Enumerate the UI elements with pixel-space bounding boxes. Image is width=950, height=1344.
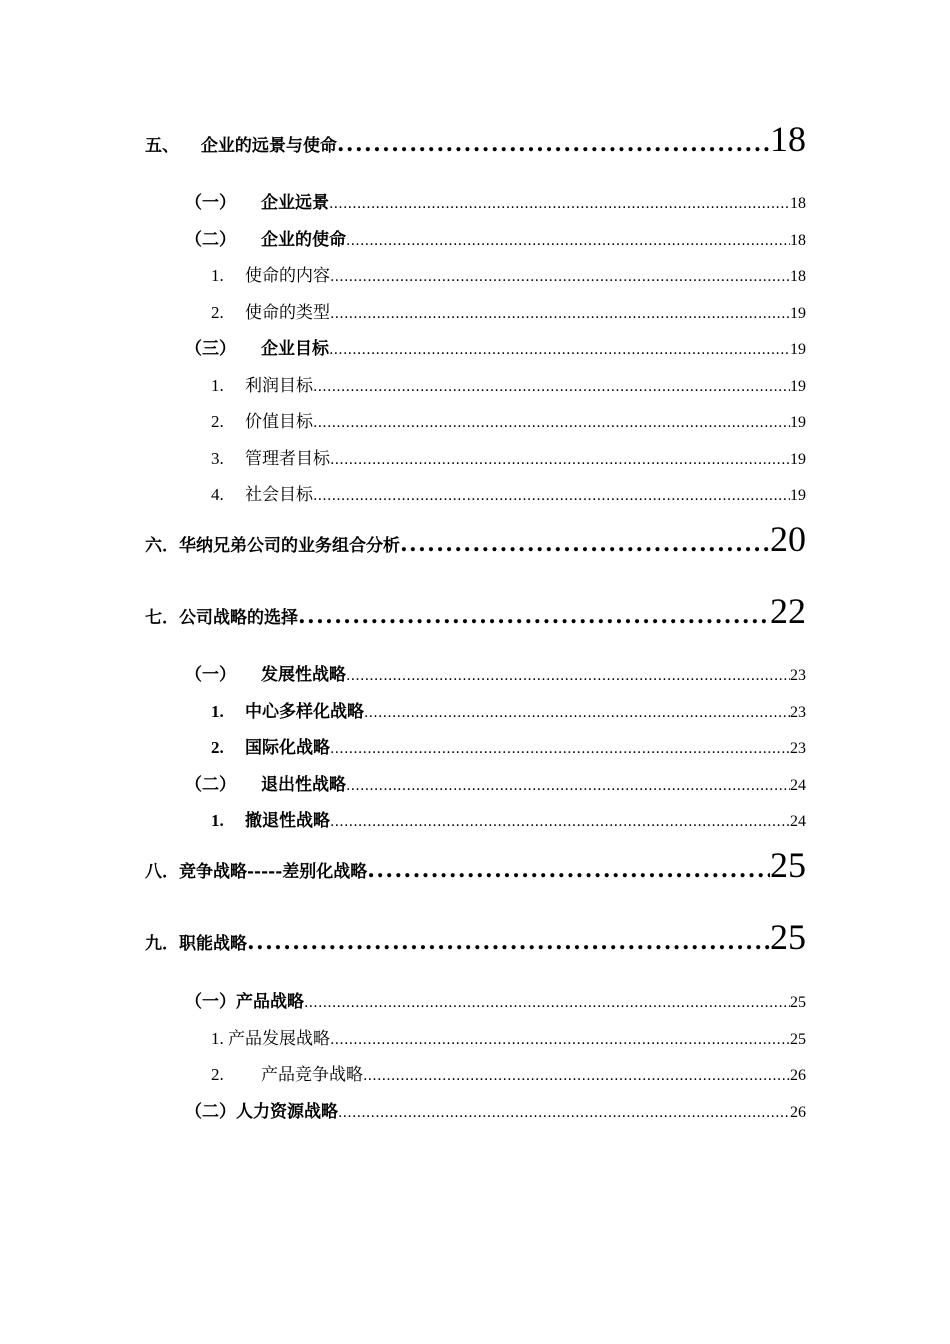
toc-entry[interactable] xyxy=(145,118,806,168)
toc-leader-dots xyxy=(346,233,790,249)
toc-entry-title: 人力资源战略 xyxy=(236,1102,338,1122)
toc-entry-title: 撤退性战略 xyxy=(245,811,330,831)
toc-entry-page: 20 xyxy=(770,519,806,559)
toc-entry[interactable] xyxy=(211,1060,806,1086)
toc-entry-page: 19 xyxy=(790,305,806,322)
toc-entry-number: （二） xyxy=(185,230,236,250)
toc-entry-page: 25 xyxy=(770,845,806,885)
toc-leader-dots xyxy=(364,705,790,721)
toc-entry[interactable] xyxy=(211,444,806,470)
toc-entry-title: 社会目标 xyxy=(245,485,313,505)
toc-leader-dots xyxy=(346,778,790,794)
toc-entry[interactable] xyxy=(145,590,806,640)
toc-leader-dots xyxy=(329,196,790,212)
toc-entry-title: 退出性战略 xyxy=(261,775,346,795)
toc-entry-number: 七． xyxy=(145,608,179,628)
toc-entry-number: 1. xyxy=(211,1029,228,1048)
toc-entry-page: 25 xyxy=(790,1031,806,1048)
toc-entry-number: 九． xyxy=(145,934,179,954)
toc-leader-dots xyxy=(400,531,770,557)
toc-leader-dots xyxy=(329,342,790,358)
toc-entry-title: 发展性战略 xyxy=(261,665,346,685)
toc-leader-dots xyxy=(330,269,790,285)
toc-entry-page: 23 xyxy=(790,704,806,721)
toc-leader-dots xyxy=(330,452,790,468)
toc-entry-page: 19 xyxy=(790,487,806,504)
toc-entry[interactable] xyxy=(185,1097,806,1123)
toc-entry-number: （一） xyxy=(185,992,236,1012)
toc-entry-number: 五、 xyxy=(145,136,191,156)
toc-entry[interactable] xyxy=(211,480,806,506)
toc-entry-title: 使命的内容 xyxy=(245,266,330,286)
toc-entry[interactable] xyxy=(211,261,806,287)
toc-leader-dots xyxy=(247,929,770,955)
toc-entry[interactable] xyxy=(185,334,806,360)
toc-entry[interactable] xyxy=(211,298,806,324)
toc-entry-number: 六． xyxy=(145,536,179,556)
toc-entry-number: 2. xyxy=(211,412,224,431)
toc-leader-dots xyxy=(304,995,790,1011)
toc-entry-title: 公司战略的选择 xyxy=(179,608,298,628)
toc-entry-title: 价值目标 xyxy=(245,412,313,432)
toc-entry[interactable] xyxy=(211,697,806,723)
toc-entry-title: 职能战略 xyxy=(179,934,247,954)
toc-entry[interactable] xyxy=(211,407,806,433)
toc-leader-dots xyxy=(337,131,770,157)
toc-entry-number: 4. xyxy=(211,485,224,504)
toc-entry-page: 24 xyxy=(790,777,806,794)
toc-leader-dots xyxy=(330,306,790,322)
toc-entry[interactable] xyxy=(145,916,806,966)
toc-entry-title: 企业远景 xyxy=(261,193,329,213)
toc-entry[interactable] xyxy=(185,660,806,686)
toc-entry-page: 24 xyxy=(790,813,806,830)
toc-entry-page: 23 xyxy=(790,740,806,757)
toc-entry[interactable] xyxy=(211,1024,806,1050)
toc-entry-page: 18 xyxy=(790,268,806,285)
toc-entry[interactable] xyxy=(185,987,806,1013)
toc-entry-page: 18 xyxy=(790,232,806,249)
toc-entry-title: 中心多样化战略 xyxy=(245,702,364,722)
toc-entry-title: 利润目标 xyxy=(245,376,313,396)
toc-entry-number: （二） xyxy=(185,1102,236,1122)
toc-entry-page: 18 xyxy=(790,195,806,212)
toc-entry-page: 19 xyxy=(790,378,806,395)
toc-entry-number: 1. xyxy=(211,811,224,830)
toc-leader-dots xyxy=(346,668,790,684)
toc-leader-dots xyxy=(363,1068,790,1084)
toc-leader-dots xyxy=(367,857,770,883)
toc-entry-title: 华纳兄弟公司的业务组合分析 xyxy=(179,536,400,556)
toc-entry[interactable] xyxy=(211,371,806,397)
toc-entry-page: 22 xyxy=(770,591,806,631)
toc-entry[interactable] xyxy=(185,188,806,214)
toc-entry-title: 竞争战略-----差别化战略 xyxy=(179,862,368,882)
toc-entry[interactable] xyxy=(211,733,806,759)
toc-entry-title: 国际化战略 xyxy=(245,738,330,758)
toc-leader-dots xyxy=(298,603,770,629)
toc-entry-number: 2. xyxy=(211,738,224,757)
toc-entry-number: （一） xyxy=(185,665,236,685)
toc-entry-number: 八． xyxy=(145,862,179,882)
toc-entry-page: 18 xyxy=(770,119,806,159)
toc-entry[interactable] xyxy=(145,518,806,568)
toc-entry-page: 26 xyxy=(790,1067,806,1084)
toc-entry-number: 3. xyxy=(211,449,224,468)
toc-entry-title: 产品发展战略 xyxy=(228,1029,330,1049)
toc-leader-dots xyxy=(313,379,790,395)
toc-entry-title: 管理者目标 xyxy=(245,449,330,469)
toc-entry-page: 19 xyxy=(790,414,806,431)
toc-entry-title: 产品竞争战略 xyxy=(261,1065,363,1085)
toc-entry-number: 1. xyxy=(211,702,224,721)
toc-entry-page: 26 xyxy=(790,1104,806,1121)
toc-entry[interactable] xyxy=(145,844,806,894)
toc-entry-page: 25 xyxy=(770,917,806,957)
toc-entry-page: 19 xyxy=(790,451,806,468)
toc-leader-dots xyxy=(330,741,790,757)
toc-entry-number: 2. xyxy=(211,1065,224,1084)
toc-entry[interactable] xyxy=(211,806,806,832)
toc-entry-title: 企业的远景与使命 xyxy=(200,136,337,156)
toc-leader-dots xyxy=(313,488,790,504)
toc-entry-page: 23 xyxy=(790,667,806,684)
toc-entry-page: 19 xyxy=(790,341,806,358)
toc-entry-page: 25 xyxy=(790,994,806,1011)
toc-entry[interactable] xyxy=(185,225,806,251)
toc-entry-title: 企业目标 xyxy=(261,339,329,359)
toc-leader-dots xyxy=(338,1105,790,1121)
toc-entry-title: 使命的类型 xyxy=(245,303,330,323)
toc-leader-dots xyxy=(313,415,790,431)
toc-entry-title: 产品战略 xyxy=(236,992,304,1012)
toc-entry-number: 1. xyxy=(211,266,224,285)
toc-entry-number: （二） xyxy=(185,775,236,795)
toc-leader-dots xyxy=(330,1032,790,1048)
toc-entry-number: 1. xyxy=(211,376,224,395)
toc-entry-number: （三） xyxy=(185,339,236,359)
toc-entry[interactable] xyxy=(185,770,806,796)
toc-entry-title: 企业的使命 xyxy=(261,230,346,250)
toc-entry-number: （一） xyxy=(185,193,236,213)
toc-leader-dots xyxy=(330,814,790,830)
toc-entry-number: 2. xyxy=(211,303,224,322)
